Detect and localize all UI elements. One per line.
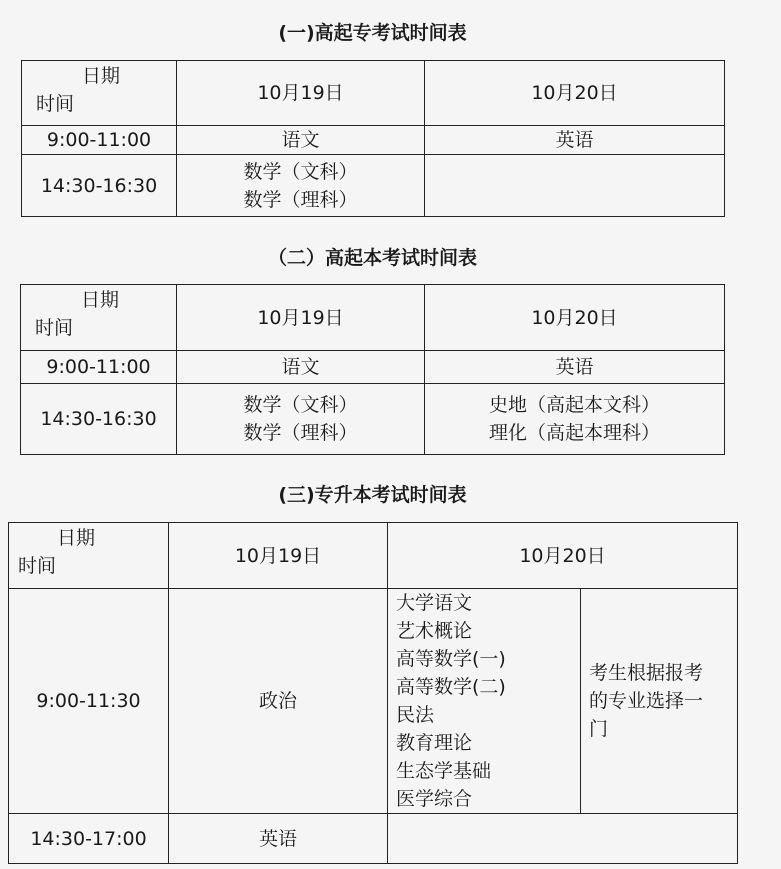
table2-corner-cell: [21, 285, 177, 351]
table3-subject-list: [388, 589, 581, 814]
subject-item: 医学综合: [396, 788, 473, 810]
table1-corner-cell: [22, 61, 177, 126]
table1-row2-cell2: [425, 155, 725, 217]
table3-row1-time: 9:00-11:30: [9, 589, 169, 814]
table2-row2-cell2-line: 理化（高起本理科）: [488, 422, 660, 444]
table1-row2-cell1: [177, 155, 425, 217]
subject-item: 艺术概论: [396, 620, 473, 642]
table3-col-header-2: 10月20日: [388, 523, 738, 589]
table1-col-header-1: 10月19日: [177, 61, 425, 126]
table3-row2-cell1: 英语: [169, 814, 388, 864]
note-line: 的专业选择一: [589, 690, 704, 712]
table2-title: （二）高起本考试时间表: [267, 247, 477, 269]
note-line: 考生根据报考: [589, 662, 704, 684]
subject-item: 高等数学(一): [396, 648, 506, 670]
table3-row2-time: 14:30-17:00: [9, 814, 169, 864]
table2-row1-cell2: 英语: [425, 351, 725, 384]
table1-corner-date: 日期: [82, 65, 121, 87]
table2-row2-cell1-line: 数学（文科）: [243, 394, 358, 416]
table1-corner-time: 时间: [36, 93, 75, 115]
table3-row2-cell2: [388, 814, 738, 864]
table1: [21, 60, 725, 217]
table1-row2-cell1-line: 数学（文科）: [243, 160, 358, 183]
table2-corner-time: 时间: [35, 317, 74, 339]
table2-col-header-2: 10月20日: [425, 285, 725, 351]
subject-item: 民法: [396, 704, 435, 726]
table2-row1-cell1: 语文: [177, 351, 425, 384]
table1-row1-cell2: 英语: [425, 126, 725, 155]
table3: [8, 522, 738, 864]
subject-item: 教育理论: [396, 732, 473, 754]
table2-row2-cell1-line: 数学（理科）: [243, 422, 358, 444]
subject-item: 高等数学(二): [396, 676, 506, 698]
table1-col-header-2: 10月20日: [425, 61, 725, 126]
table1-row1-time: 9:00-11:00: [22, 126, 177, 155]
table3-corner-date: 日期: [57, 527, 96, 549]
subject-item: 生态学基础: [396, 760, 492, 782]
table3-row1-cell1: 政治: [169, 589, 388, 814]
table2: [20, 284, 725, 455]
table3-corner-cell: [9, 523, 169, 589]
table2-row2-cell1: [177, 384, 425, 455]
table1-row2-cell1-line: 数学（理科）: [243, 188, 358, 211]
table2-col-header-1: 10月19日: [177, 285, 425, 351]
table2-row1-time: 9:00-11:00: [21, 351, 177, 384]
table1-title: (一)高起专考试时间表: [278, 22, 467, 44]
subject-item: 大学语文: [396, 592, 473, 614]
table3-col-header-1: 10月19日: [169, 523, 388, 589]
table3-selection-note: [581, 589, 738, 814]
table3-title: (三)专升本考试时间表: [278, 484, 467, 506]
table2-corner-date: 日期: [81, 289, 120, 311]
table2-row2-cell2-line: 史地（高起本文科）: [488, 394, 660, 416]
table1-row1-cell1: 语文: [177, 126, 425, 155]
table1-row2-time: 14:30-16:30: [22, 155, 177, 217]
table2-row2-cell2: [425, 384, 725, 455]
note-line: 门: [589, 718, 609, 740]
table3-corner-time: 时间: [18, 555, 57, 577]
table2-row2-time: 14:30-16:30: [21, 384, 177, 455]
